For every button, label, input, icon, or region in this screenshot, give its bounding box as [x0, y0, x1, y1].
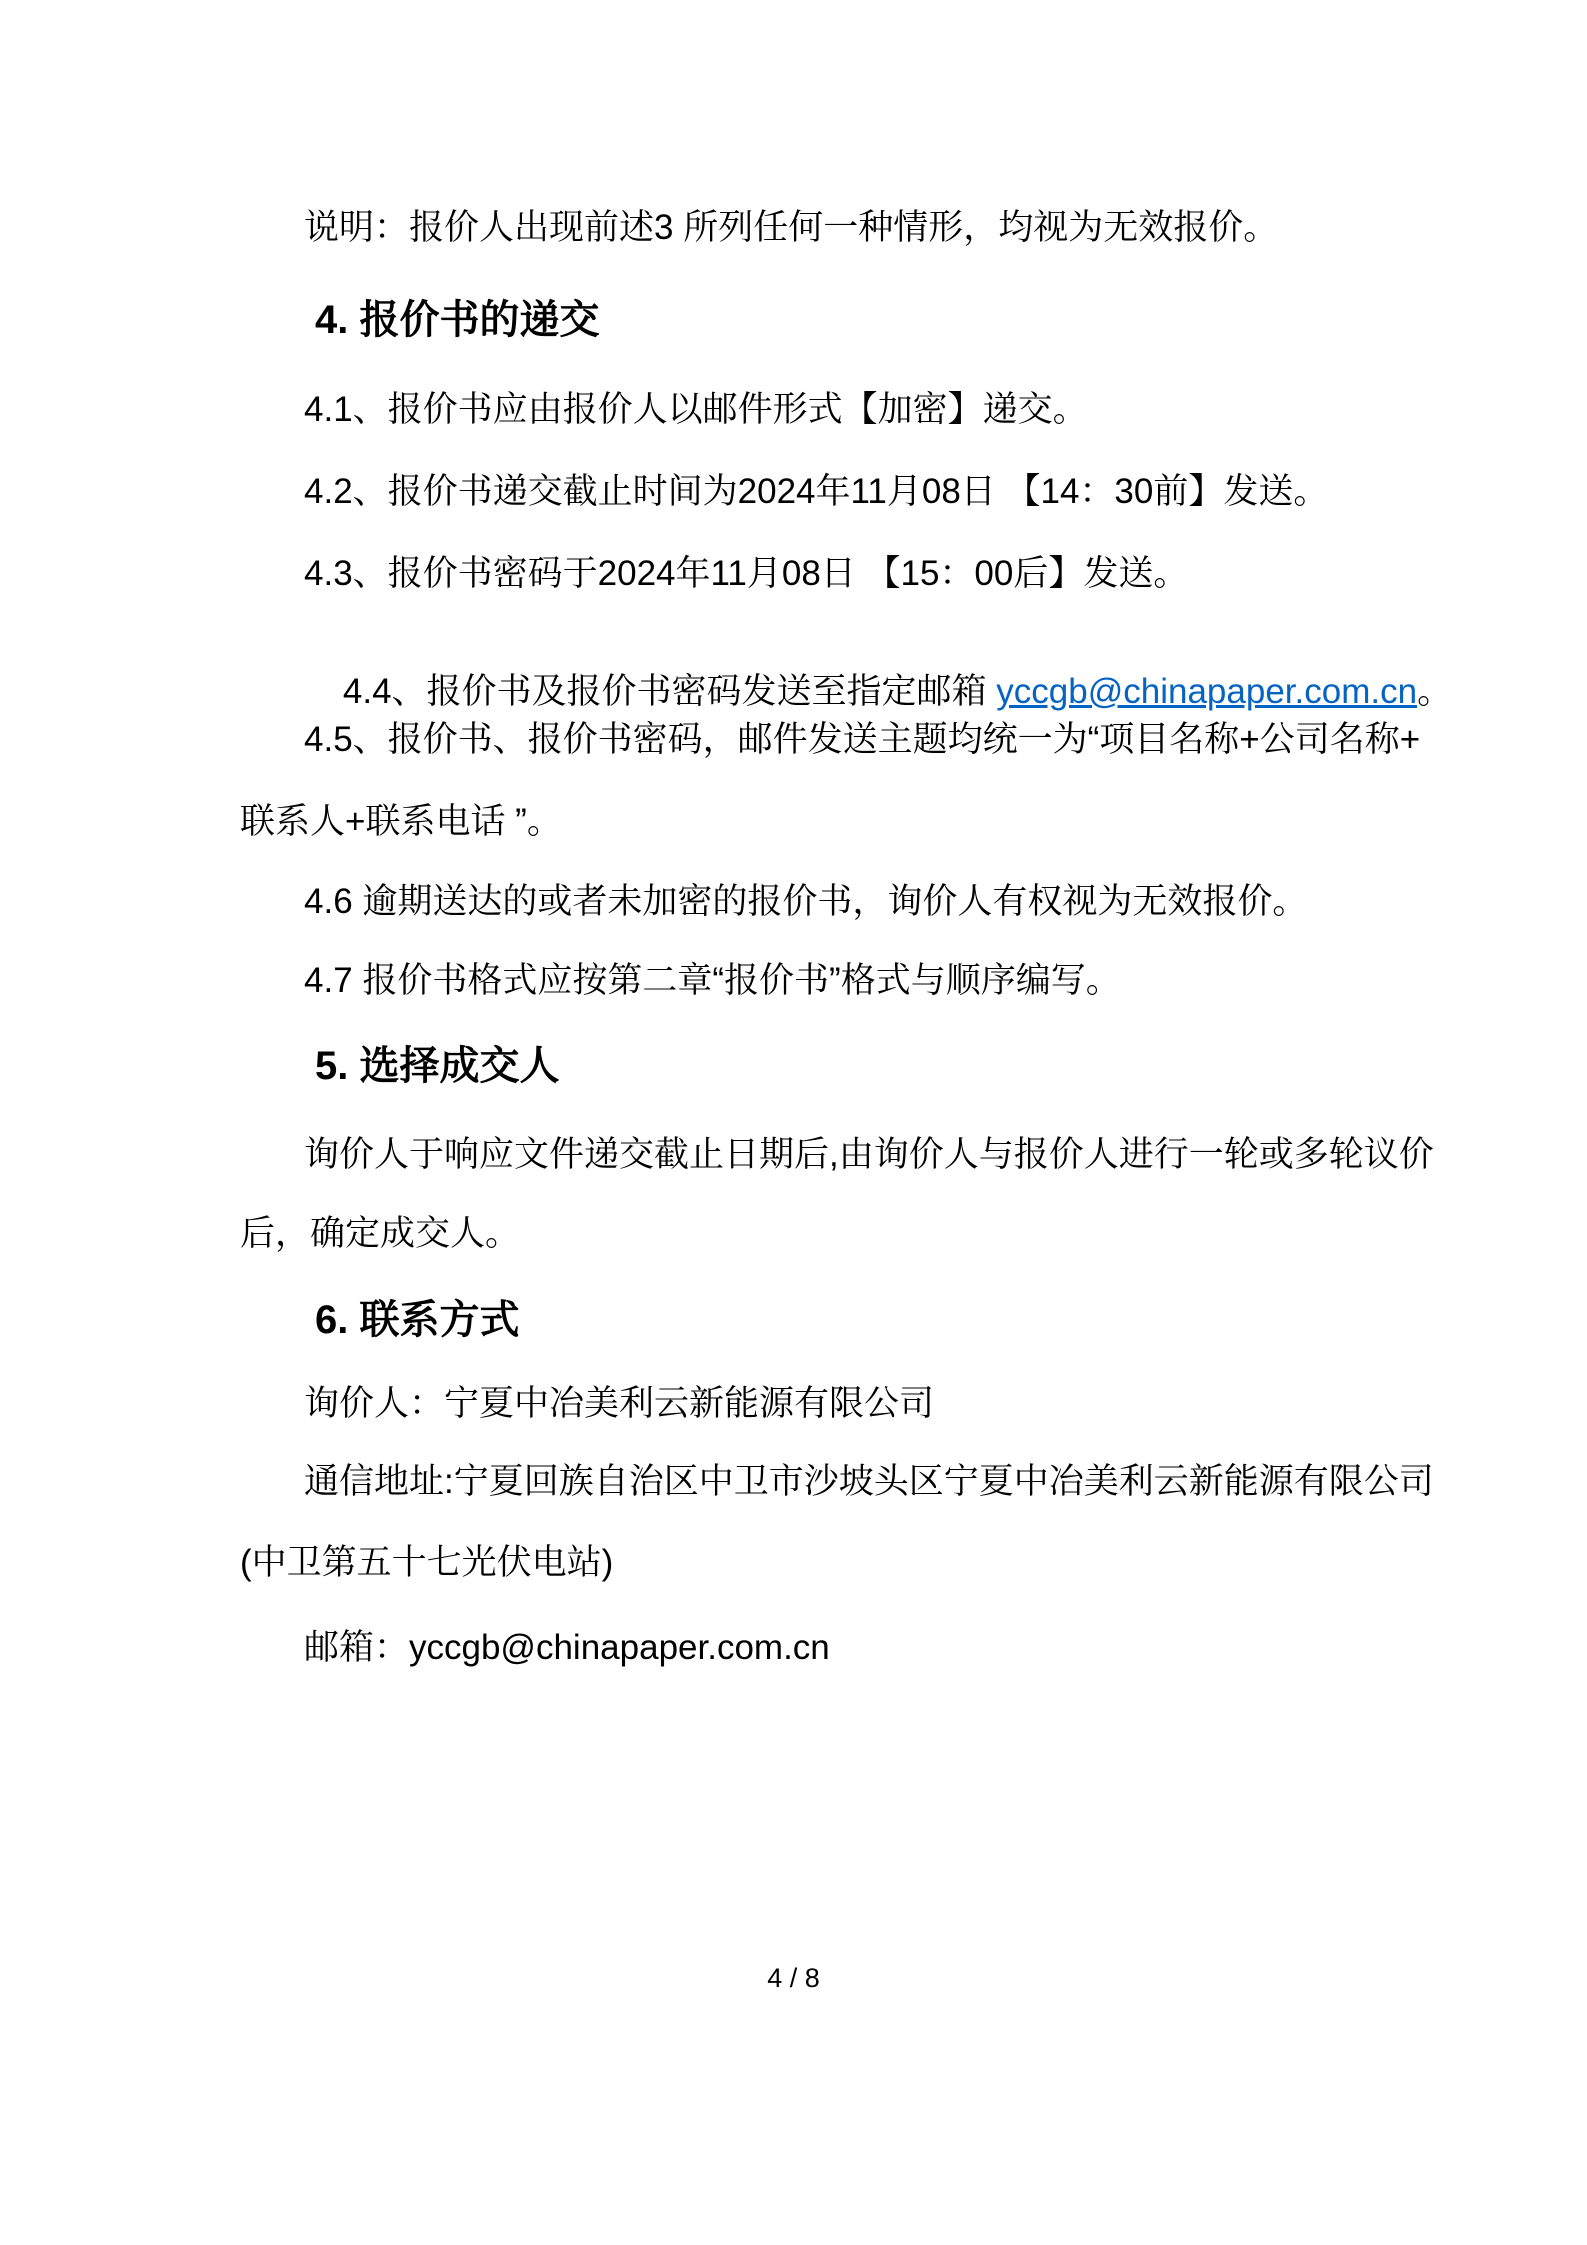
item-4-4-text: 4.4、报价书及报价书密码发送至指定邮箱 — [342, 672, 997, 711]
email-hyperlink[interactable]: yccgb@chinapaper.com.cn — [996, 672, 1418, 711]
note-line: 说明：报价人出现前述3 所列任何一种情形，均视为无效报价。 — [304, 208, 1279, 247]
address-line1: 通信地址:宁夏回族自治区中卫市沙坡头区宁夏中冶美利云新能源有限公司 — [304, 1462, 1434, 1501]
item-4-2: 4.2、报价书递交截止时间为2024年11月08日 【14：30前】发送。 — [304, 472, 1329, 511]
item-4-6: 4.6 逾期送达的或者未加密的报价书，询价人有权视为无效报价。 — [304, 882, 1308, 921]
item-4-5-line2: 联系人+联系电话 ”。 — [240, 802, 562, 841]
item-4-1: 4.1、报价书应由报价人以邮件形式【加密】递交。 — [304, 390, 1088, 429]
item-4-4-period: 。 — [1417, 672, 1453, 711]
item-4-3: 4.3、报价书密码于2024年11月08日 【15：00后】发送。 — [304, 554, 1189, 593]
section-5-para-line2: 后，确定成交人。 — [240, 1214, 521, 1253]
page-number: 4 / 8 — [767, 1963, 820, 1993]
item-4-7: 4.7 报价书格式应按第二章“报价书”格式与顺序编写。 — [304, 961, 1121, 1000]
email-line: 邮箱：yccgb@chinapaper.com.cn — [304, 1628, 830, 1667]
section-6-heading: 6. 联系方式 — [315, 1298, 520, 1342]
inquirer-line: 询价人：宁夏中冶美利云新能源有限公司 — [304, 1384, 935, 1423]
address-line2: (中卫第五十七光伏电站) — [240, 1543, 614, 1582]
item-4-5-line1: 4.5、报价书、报价书密码，邮件发送主题均统一为“项目名称+公司名称+ — [304, 720, 1421, 759]
section-5-heading: 5. 选择成交人 — [315, 1044, 560, 1088]
section-5-para-line1: 询价人于响应文件递交截止日期后,由询价人与报价人进行一轮或多轮议价 — [304, 1135, 1434, 1174]
section-4-heading: 4. 报价书的递交 — [315, 298, 600, 342]
